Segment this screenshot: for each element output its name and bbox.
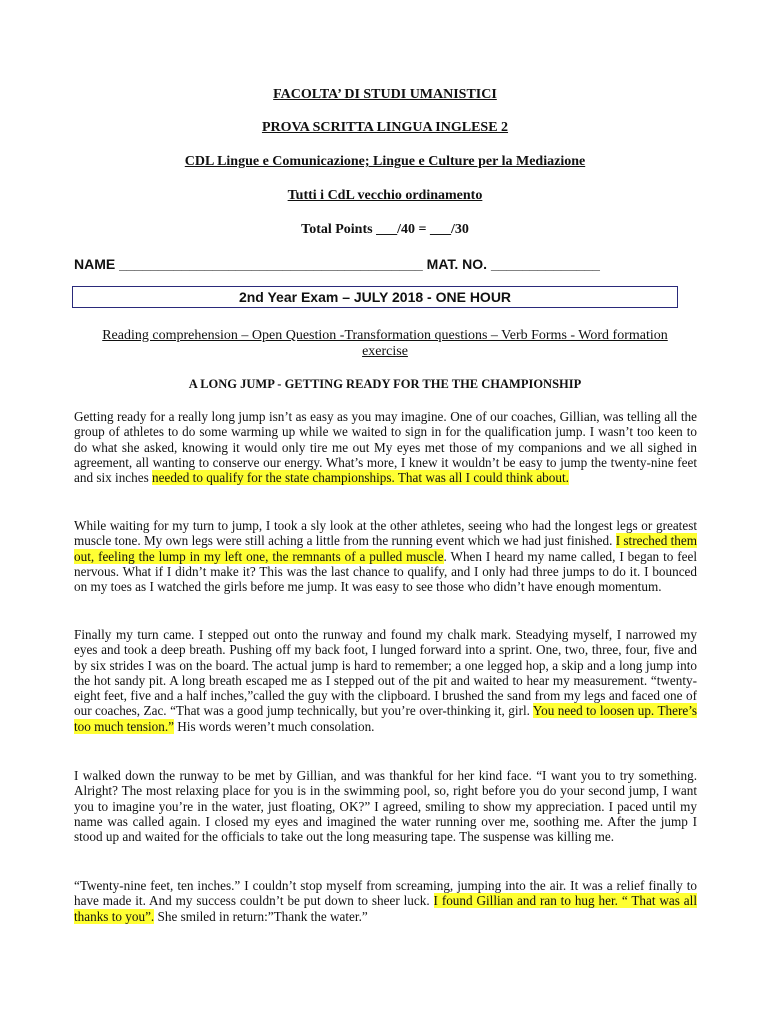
paragraph-2	[74, 518, 697, 594]
paragraph-text: While waiting for my turn to jump, I took a sly look at the other athletes, seeing who had the longest legs or greatest muscle tone. My own legs were still aching a little from the running event which we had just finished.	[74, 518, 697, 549]
student-info-line	[74, 256, 704, 272]
faculty-heading: FACOLTA’ DI STUDI UMANISTICI	[273, 87, 497, 102]
exam-info-box	[72, 286, 678, 308]
paragraph-text: I walked down the runway to be met by Gillian, and was thankful for her kind face. “I want you to try something. Alright? The most relaxing place for you is in the swimming pool, so, right before you do your second jump, I want you to imagine you’re in the water, just floating, OK?” I agreed, smiling to show my appreciation. I paced until my name was called again. I closed my eyes and imagined the water running over me, soothing me. After the jump I stood up and waited for the officials to take out the long measuring tape. The suspense was killing me.	[74, 768, 697, 845]
story-title: A LONG JUMP - GETTING READY FOR THE THE CHAMPIONSHIP	[188, 377, 582, 391]
paragraph-text: . When I heard my name called, I began to feel nervous. What if I didn’t make it? This was the last chance to qualify, and I only had three jumps to do it. I bounced on my toes as I watched the girls before me jump. It was easy to see those who didn’t have enough momentum.	[74, 548, 698, 595]
highlighted-text: I found Gillian and ran to hug her. “ That was all thanks to you”.	[74, 893, 697, 924]
highlighted-text: I streched them out, feeling the lump in my left one, the remnants of a pulled muscle	[74, 533, 697, 564]
paragraph-text: “Twenty-nine feet, ten inches.” I couldn’t stop myself from screaming, jumping into the air. It was a relief finally to have made it. And my success couldn’t be put down to sheer luck.	[74, 878, 697, 909]
course-line: CDL Lingue e Comunicazione; Lingue e Culture per la Mediazione	[184, 154, 586, 169]
highlighted-text: You need to loosen up. There’s too much tension.”	[74, 703, 698, 734]
paragraph-3	[74, 627, 697, 734]
old-system-line: Tutti i CdL vecchio ordinamento	[287, 188, 483, 203]
sections-line: Reading comprehension – Open Question -Transformation questions – Verb Forms - Word formation exercise	[102, 328, 668, 359]
paragraph-text: Finally my turn came. I stepped out onto the runway and found my chalk mark. Steadying myself, I narrowed my eyes and took a deep breath. Pushing off my back foot, I lunged forward into a sprint. One, two, three, four, five and by six strides I was on the board. The actual jump is hard to remember; a one legged hop, a skip and a long jump into the hot sandy pit. A long breath escaped me as I stepped out of the pit and waited to hear my measurement. “twenty-eight feet, five and a half inches,”called the guy with the clipboard. I brushed the sand from my legs and faced one of our coaches, Zac. “That was a good jump technically, but you’re over-thinking it, girl.	[74, 627, 697, 719]
name-field-label: NAME _______________________________________	[74, 256, 423, 272]
paragraph-4	[74, 768, 697, 844]
matno-field-label: MAT. NO. ______________	[426, 256, 600, 272]
paragraph-text: She smiled in return:”Thank the water.”	[154, 908, 368, 924]
paragraph-text: Getting ready for a really long jump isn’t as easy as you may imagine. One of our coaches, Gillian, was telling all the group of athletes to do some warming up while we waited to sign in for the qualification jump. I wasn’t too keen to do what she asked, knowing it would only tire me out My eyes met those of my companions and we all sighed in agreement, all wanting to conserve our energy. What’s more, I knew it wouldn’t be easy to jump the twenty-nine feet and six inches	[74, 409, 697, 486]
exam-title: PROVA SCRITTA LINGUA INGLESE 2	[261, 120, 509, 135]
highlighted-text: needed to qualify for the state championships. That was all I could think about.	[152, 470, 569, 486]
paragraph-5	[74, 878, 697, 924]
exam-info-text: 2nd Year Exam – JULY 2018 - ONE HOUR	[238, 289, 512, 305]
total-points-line: Total Points ___/40 = ___/30	[301, 222, 469, 237]
paragraph-text: His words weren’t much consolation.	[174, 718, 375, 734]
paragraph-1	[74, 409, 697, 485]
